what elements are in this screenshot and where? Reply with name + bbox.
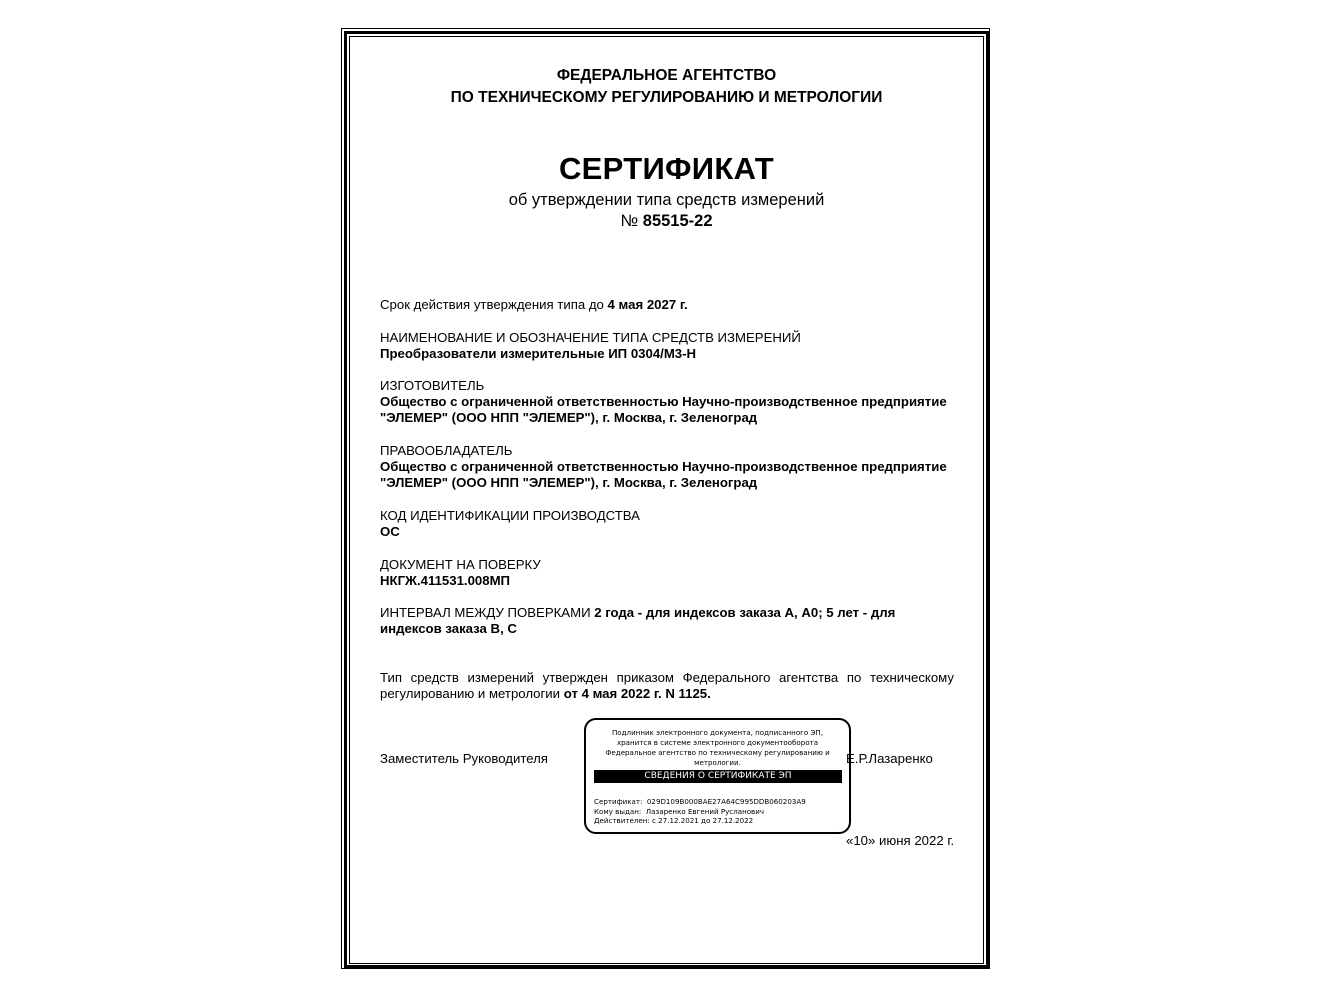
section-manufacturer-label: ИЗГОТОВИТЕЛЬ [380, 378, 485, 393]
signatory-position: Заместитель Руководителя [380, 751, 548, 766]
agency-line-1: ФЕДЕРАЛЬНОЕ АГЕНТСТВО [556, 67, 777, 84]
section-verification-doc [380, 557, 954, 589]
approval-statement: Тип средств измерений утвержден приказом Федерального агентства по техническому регулированию и метрологии [380, 670, 954, 701]
section-right-holder [380, 443, 954, 491]
section-manufacturer [380, 378, 954, 426]
stamp-valid-label: Действителен: [594, 816, 650, 826]
e-signature-stamp [584, 718, 851, 834]
section-right-holder-label: ПРАВООБЛАДАТЕЛЬ [380, 443, 513, 458]
stamp-title-bar: СВЕДЕНИЯ О СЕРТИФИКАТЕ ЭП [594, 770, 842, 783]
stamp-details [594, 797, 806, 826]
certificate-title: СЕРТИФИКАТ [559, 151, 774, 186]
section-name [380, 330, 954, 362]
section-interval [380, 605, 900, 637]
section-verification-doc-label: ДОКУМЕНТ НА ПОВЕРКУ [380, 557, 541, 572]
stamp-issued-to-label: Кому выдан: [594, 806, 642, 816]
agency-line-2: ПО ТЕХНИЧЕСКОМУ РЕГУЛИРОВАНИЮ И МЕТРОЛОГИИ [450, 89, 883, 106]
section-production-code-value: ОС [380, 524, 400, 539]
stamp-header: Подлинник электронного документа, подписанного ЭП, хранится в системе электронного документооборота Федеральное агентство по техническому регулированию и метрологии. [605, 728, 830, 767]
section-name-label: НАИМЕНОВАНИЕ И ОБОЗНАЧЕНИЕ ТИПА СРЕДСТВ ИЗМЕРЕНИЙ [380, 330, 801, 345]
section-production-code [380, 508, 954, 540]
validity-value: 4 мая 2027 г. [607, 297, 688, 312]
signature-date: «10» июня 2022 г. [846, 833, 955, 848]
section-production-code-label: КОД ИДЕНТИФИКАЦИИ ПРОИЗВОДСТВА [380, 508, 640, 523]
stamp-issued-to-row [594, 807, 806, 817]
approval-order: от 4 мая 2022 г. N 1125. [563, 686, 711, 701]
section-verification-doc-value: НКГЖ.411531.008МП [380, 573, 511, 588]
section-name-value: Преобразователи измерительные ИП 0304/М3-Н [380, 346, 697, 361]
stamp-certificate-value: 029D109B000BAE27A64C995DDB060203A9 [646, 797, 806, 806]
certificate-number [350, 212, 983, 231]
approval-text [380, 670, 954, 702]
section-interval-value: 2 года - для индексов заказа А, А0; 5 лет - для индексов заказа В, С [380, 605, 896, 636]
stamp-certificate-label: Сертификат: [594, 797, 643, 806]
certificate-subtitle: об утверждении типа средств измерений [508, 191, 825, 209]
section-interval-label: ИНТЕРВАЛ МЕЖДУ ПОВЕРКАМИ [380, 605, 595, 620]
number-value: 85515-22 [642, 212, 713, 230]
section-right-holder-value: Общество с ограниченной ответственностью Научно-производственное предприятие "ЭЛЕМЕР" (ООО НПП "ЭЛЕМЕР"), г. Москва, г. Зеленоград [380, 459, 947, 490]
signatory-name: Е.Р.Лазаренко [846, 751, 933, 766]
section-manufacturer-value: Общество с ограниченной ответственностью Научно-производственное предприятие "ЭЛЕМЕР" (ООО НПП "ЭЛЕМЕР"), г. Москва, г. Зеленоград [380, 394, 947, 425]
number-prefix: № [620, 212, 643, 230]
validity-line [380, 297, 954, 313]
stamp-issued-to-value: Лазаренко Евгений Русланович [645, 806, 765, 816]
validity-label: Срок действия утверждения типа до [380, 297, 608, 312]
stamp-certificate-row [594, 797, 806, 807]
stamp-valid-row [594, 816, 806, 826]
stamp-valid-value: с 27.12.2021 до 27.12.2022 [652, 816, 754, 826]
agency-name [350, 65, 983, 109]
